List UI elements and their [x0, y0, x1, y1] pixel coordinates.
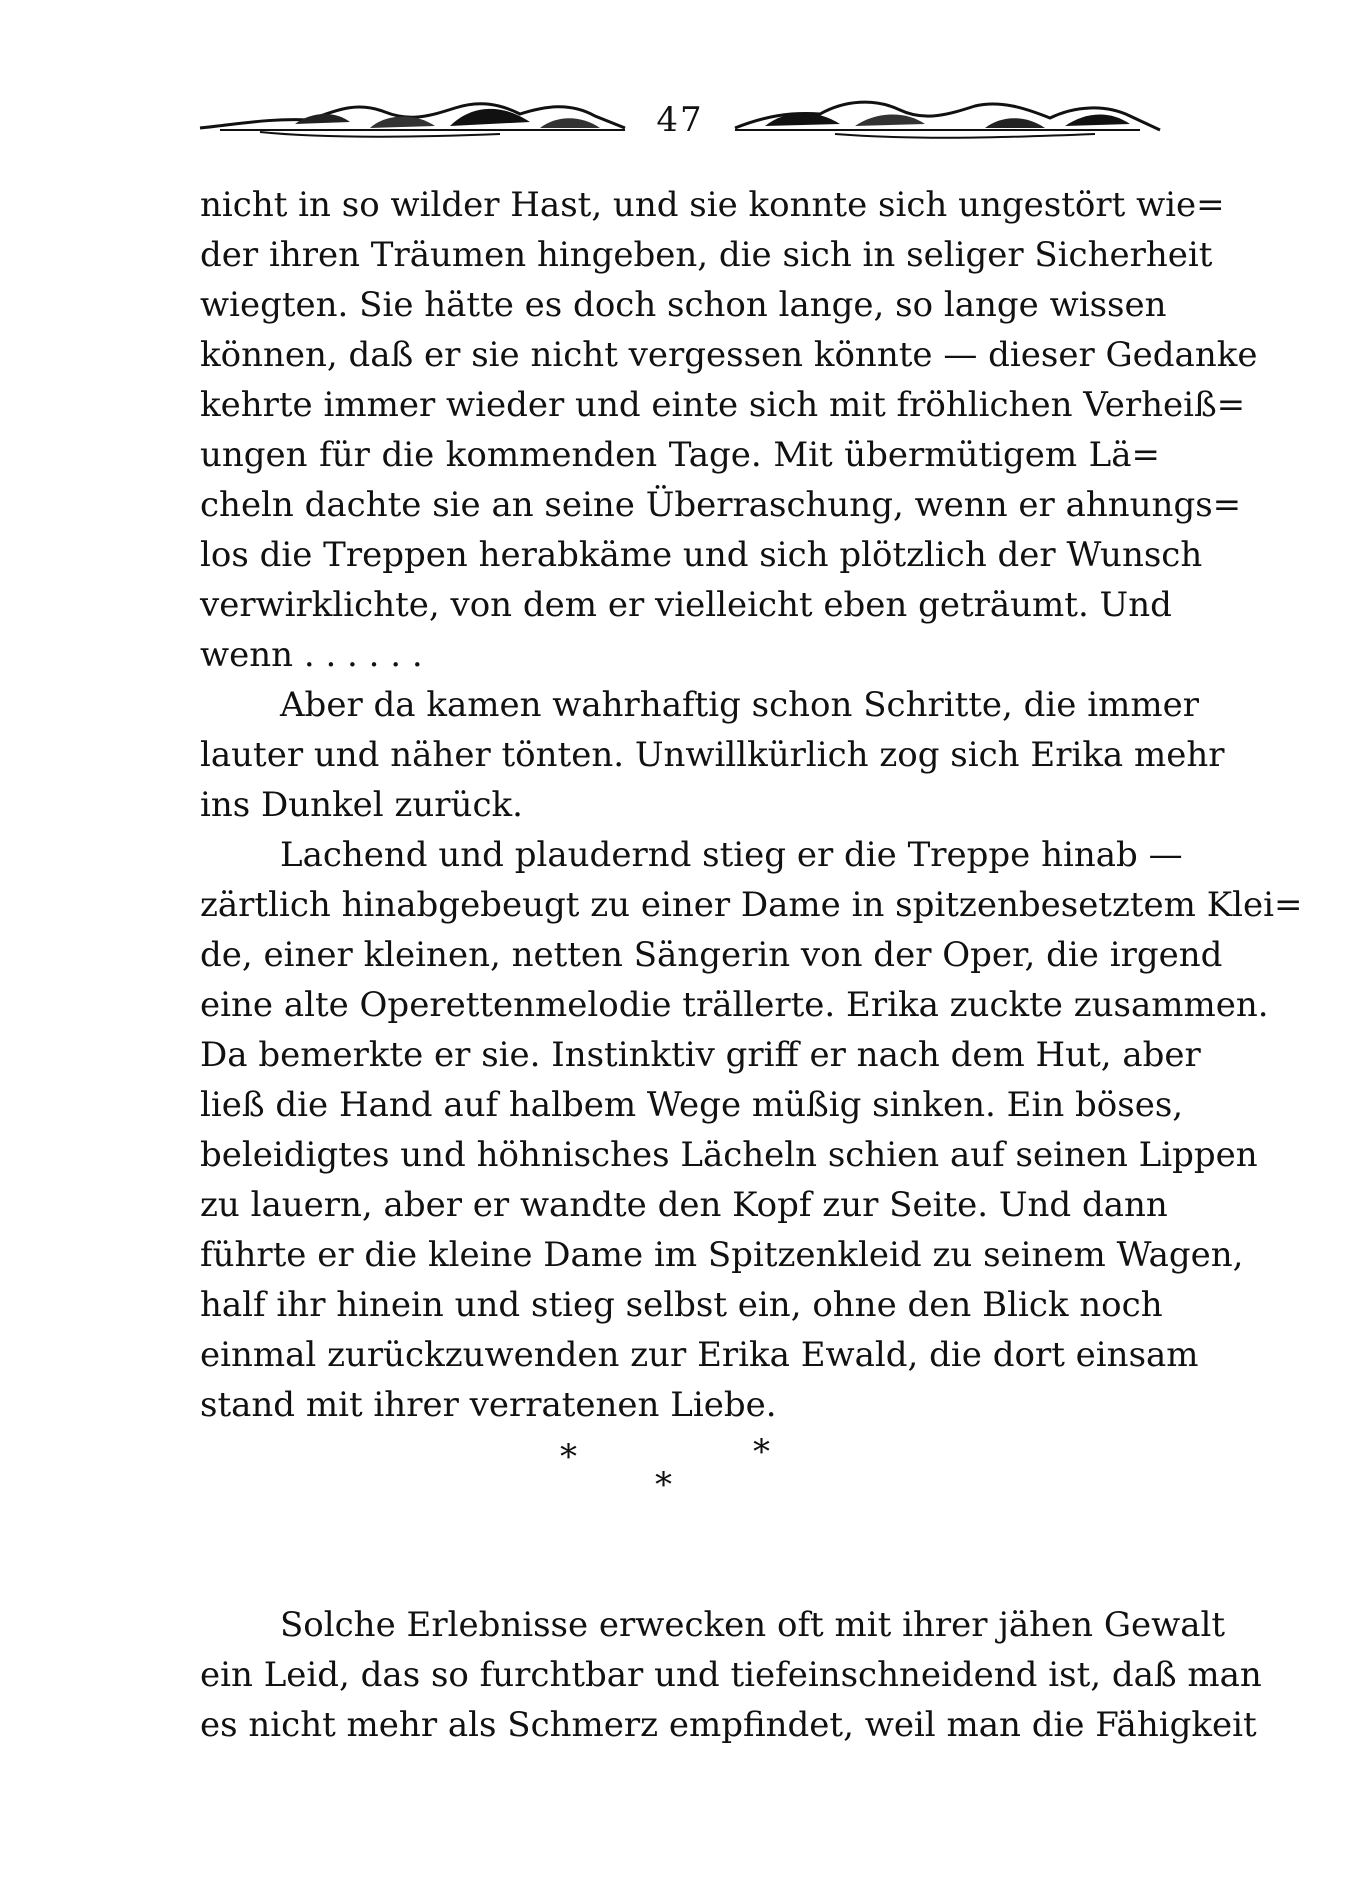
paragraph-2	[200, 680, 1225, 830]
asterisk: *	[655, 1465, 672, 1505]
spacer	[200, 1550, 1160, 1600]
text-line: ins Dunkel zurück.	[200, 785, 523, 825]
text-line: ein Leid, das so furchtbar und tiefeinschneidend ist, daß man	[200, 1655, 1262, 1695]
text-line: ließ die Hand auf halbem Wege müßig sinken. Ein böses,	[200, 1085, 1184, 1125]
text-line: zu lauern, aber er wandte den Kopf zur Seite. Und dann	[200, 1185, 1168, 1225]
paragraph-1	[200, 180, 1258, 680]
text-line: wiegten. Sie hätte es doch schon lange, so lange wissen	[200, 285, 1167, 325]
asterisk: *	[560, 1437, 577, 1477]
text-line: beleidigtes und höhnisches Lächeln schien auf seinen Lippen	[200, 1135, 1258, 1175]
text-line: zärtlich hinabgebeugt zu einer Dame in spitzenbesetztem Klei=	[200, 885, 1303, 925]
text-line: nicht in so wilder Hast, und sie konnte sich ungestört wie=	[200, 185, 1225, 225]
page-number: 47	[656, 100, 704, 140]
text-line: einmal zurückzuwenden zur Erika Ewald, die dort einsam	[200, 1335, 1199, 1375]
text-line: können, daß er sie nicht vergessen könnte — dieser Gedanke	[200, 335, 1258, 375]
text-line: Solche Erlebnisse erwecken oft mit ihrer jähen Gewalt	[280, 1605, 1226, 1645]
text-line: der ihren Träumen hingeben, die sich in seliger Sicherheit	[200, 235, 1213, 275]
text-line: kehrte immer wieder und einte sich mit fröhlichen Verheiß=	[200, 385, 1246, 425]
text-line: half ihr hinein und stieg selbst ein, ohne den Blick noch	[200, 1285, 1163, 1325]
paragraph-3	[200, 830, 1303, 1430]
asterisk: *	[753, 1432, 770, 1472]
text-line: Da bemerkte er sie. Instinktiv griff er nach dem Hut, aber	[200, 1035, 1201, 1075]
text-line: ungen für die kommenden Tage. Mit übermütigem Lä=	[200, 435, 1160, 475]
text-line: lauter und näher tönten. Unwillkürlich zog sich Erika mehr	[200, 735, 1225, 775]
text-line: es nicht mehr als Schmerz empfindet, weil man die Fähigkeit	[200, 1705, 1257, 1745]
closing-paragraph	[200, 1600, 1262, 1750]
body-text	[200, 180, 1303, 1750]
text-line: Aber da kamen wahrhaftig schon Schritte, die immer	[280, 685, 1199, 725]
text-line: de, einer kleinen, netten Sängerin von der Oper, die irgend	[200, 935, 1223, 975]
text-line: verwirklichte, von dem er vielleicht eben geträumt. Und	[200, 585, 1172, 625]
text-line: führte er die kleine Dame im Spitzenkleid zu seinem Wagen,	[200, 1235, 1244, 1275]
text-line: Lachend und plaudernd stieg er die Treppe hinab —	[280, 835, 1183, 875]
ornament-left-icon	[200, 94, 625, 142]
text-line: eine alte Operettenmelodie trällerte. Erika zuckte zusammen.	[200, 985, 1269, 1025]
section-divider	[200, 1430, 1160, 1550]
text-line: los die Treppen herabkäme und sich plötzlich der Wunsch	[200, 535, 1203, 575]
text-line: cheln dachte sie an seine Überraschung, wenn er ahnungs=	[200, 485, 1242, 525]
page-header	[200, 88, 1160, 148]
text-line: stand mit ihrer verratenen Liebe.	[200, 1385, 777, 1425]
text-line: wenn . . . . . .	[200, 635, 423, 675]
ornament-right-icon	[735, 94, 1160, 142]
